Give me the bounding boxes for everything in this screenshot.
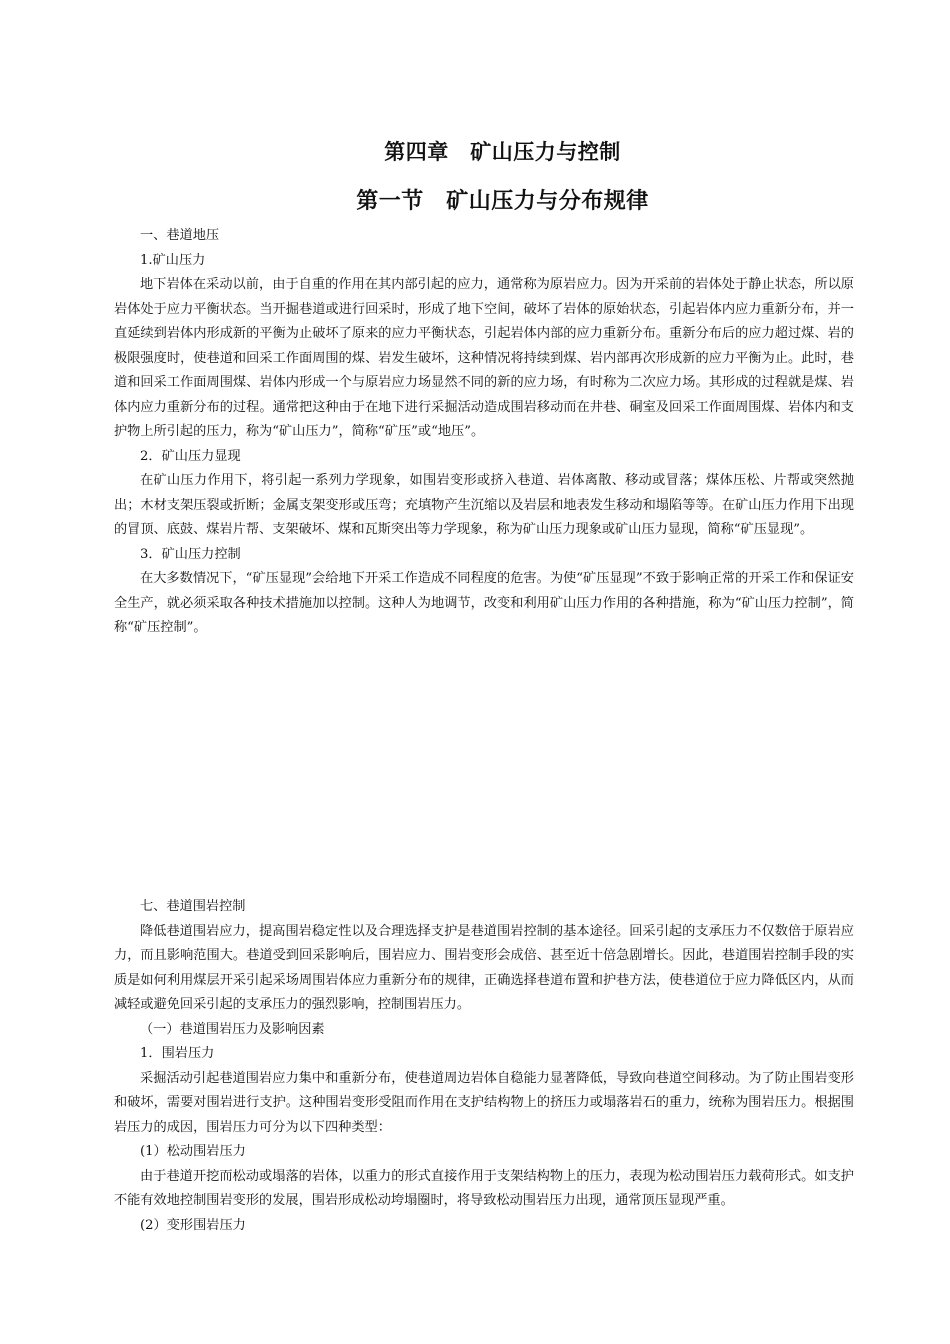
- subheading-rock-pressure-factors: （一）巷道围岩压力及影响因素: [140, 1021, 325, 1037]
- subheading-rock-pressure: 1．围岩压力: [140, 1046, 215, 1061]
- paragraph-pressure-control: 在大多数情况下，“矿压显现”会给地下开采工作造成不同程度的危害。为使“矿压显现”不致于影响正常的开采工作和保证安全生产，就必须采取各种技术措施加以控制。这种人为地调节，改变和利用矿山压力作用的各种措施，称为“矿山压力控制”，简称“矿压控制”。: [114, 571, 854, 635]
- subheading-pressure-control: 3．矿山压力控制: [140, 546, 241, 562]
- section-roadway-pressure: [114, 224, 854, 641]
- section-title: 第一节 矿山压力与分布规律: [356, 188, 649, 214]
- paragraph-mine-pressure: 地下岩体在采动以前，由于自重的作用在其内部引起的应力，通常称为原岩应力。因为开采前的岩体处于静止状态，所以原岩体处于应力平衡状态。当开掘巷道或进行回采时，形成了地下空间，破坏了岩体的原始状态，引起岩体内应力重新分布，并一直延续到岩体内形成新的平衡为止破坏了原来的应力平衡状态，引起岩体内部的应力重新分布。重新分布后的应力超过煤、岩的极限强度时，使巷道和回采工作面周围的煤、岩发生破坏，这种情况将持续到煤、岩内部再次形成新的应力平衡为止。此时，巷道和回采工作面周围煤、岩体内形成一个与原岩应力场显然不同的新的应力场，有时称为二次应力场。其形成的过程就是煤、岩体内应力重新分布的过程。通常把这种由于在地下进行采掘活动造成围岩移动而在井巷、硐室及回采工作面周围煤、岩体内和支护物上所引起的压力，称为“矿山压力”，简称“矿压”或“地压”。: [114, 277, 854, 439]
- chapter-title: 第四章 矿山压力与控制: [384, 139, 621, 164]
- paragraph-rock-control-intro: 降低巷道围岩应力，提高围岩稳定性以及合理选择支护是巷道围岩控制的基本途径。回采引起的支承压力不仅数倍于原岩应力，而且影响范围大。巷道受到回采影响后，围岩应力、围岩变形会成倍、甚至近十倍急剧增长。因此，巷道围岩控制手段的实质是如何利用煤层开采引起采场周围岩体应力重新分布的规律，正确选择巷道布置和护巷方法，使巷道位于应力降低区内，从而减轻或避免回采引起的支承压力的强烈影响，控制围岩压力。: [114, 923, 854, 1012]
- subheading-pressure-manifestation: 2．矿山压力显现: [140, 448, 241, 464]
- subheading-mine-pressure: 1.矿山压力: [140, 252, 206, 268]
- subheading-deformation-rock-pressure: (2）变形围岩压力: [140, 1217, 246, 1233]
- paragraph-loose-rock-pressure: 由于巷道开挖而松动或塌落的岩体，以重力的形式直接作用于支架结构物上的压力，表现为松动围岩压力载荷形式。如支护不能有效地控制围岩变形的发展，围岩形成松动垮塌圈时，将导致松动围岩压力出现，通常顶压显现严重。: [114, 1168, 854, 1208]
- heading-surrounding-rock-control: 七、巷道围岩控制: [140, 899, 246, 914]
- section-surrounding-rock-control: [114, 895, 854, 1238]
- heading-roadway-pressure: 一、巷道地压: [140, 228, 220, 243]
- paragraph-pressure-manifestation: 在矿山压力作用下，将引起一系列力学现象，如围岩变形或挤入巷道、岩体离散、移动或冒落；煤体压松、片帮或突然抛出；木材支架压裂或折断；金属支架变形或压弯；充填物产生沉缩以及岩层和地表发生移动和塌陷等等。在矿山压力作用下出现的冒顶、底鼓、煤岩片帮、支架破坏、煤和瓦斯突出等力学现象，称为矿山压力现象或矿山压力显现，简称“矿压显现”。: [114, 473, 854, 537]
- paragraph-rock-pressure: 采掘活动引起巷道围岩应力集中和重新分布，使巷道周边岩体自稳能力显著降低，导致向巷道空间移动。为了防止围岩变形和破坏，需要对围岩进行支护。这种围岩变形受阻而作用在支护结构物上的挤压力或塌落岩石的重力，统称为围岩压力。根据围岩压力的成因，围岩压力可分为以下四种类型：: [114, 1070, 854, 1135]
- subheading-loose-rock-pressure: (1）松动围岩压力: [140, 1144, 246, 1159]
